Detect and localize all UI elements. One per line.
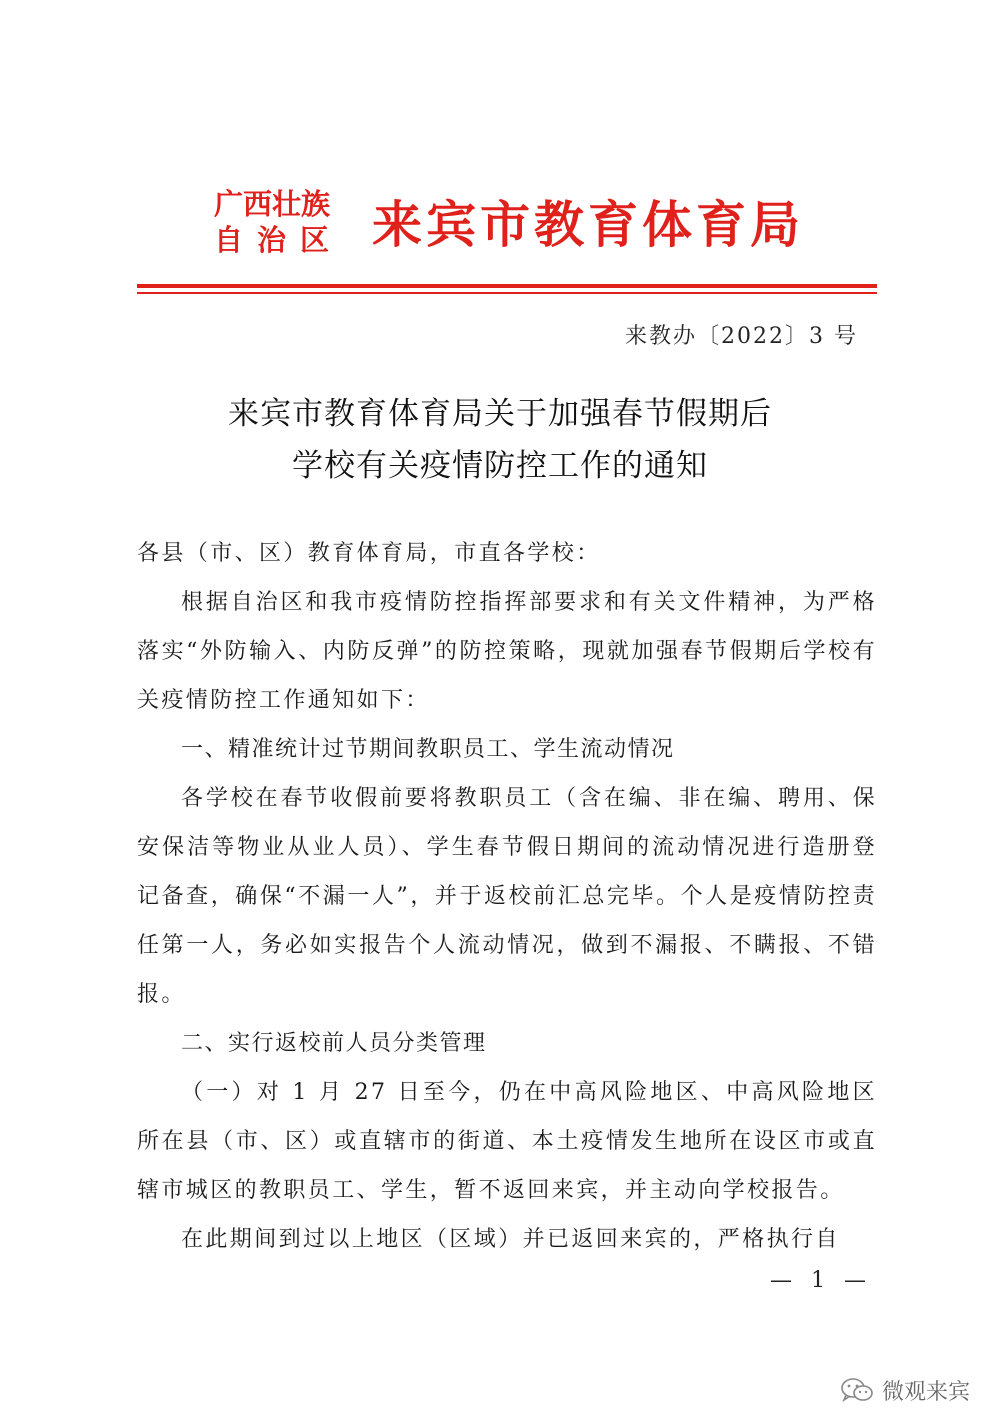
section-2-heading: 二、实行返校前人员分类管理 — [181, 1031, 487, 1056]
document-title-line-2: 学校有关疫情防控工作的通知 — [292, 448, 708, 484]
intro-paragraph: 根据自治区和我市疫情防控指挥部要求和有关文件精神，为严格落实“外防输入、内防反弹”的防控策略，现就加强春节假期后学校有关疫情防控工作通知如下： — [137, 590, 877, 713]
header-region-line1: 广西壮族 — [214, 187, 331, 221]
watermark — [840, 1375, 970, 1405]
document-title-line-1: 来宾市教育体育局关于加强春节假期后 — [228, 396, 772, 432]
header-region-line2: 自治区 — [214, 223, 344, 257]
header-agency-name: 来宾市教育体育局 — [372, 195, 804, 254]
wechat-icon — [840, 1376, 874, 1404]
document-body — [137, 529, 877, 1264]
page-number: — 1 — — [770, 1268, 872, 1293]
header-region — [214, 186, 344, 258]
salutation: 各县（市、区）教育体育局，市直各学校： — [137, 541, 601, 566]
watermark-text: 微观来宾 — [881, 1379, 970, 1405]
document-number: 来教办〔2022〕3 号 — [625, 324, 858, 349]
section-2-item-1: （一）对 1 月 27 日至今，仍在中高风险地区、中高风险地区所在县（市、区）或直辖市的街道、本土疫情发生地所在设区市或直辖市城区的教职员工、学生，暂不返回来宾，并主动向学校报告。 — [137, 1080, 877, 1203]
header-red-rule-thick — [137, 284, 877, 288]
header-red-rule-thin — [137, 292, 877, 294]
section-2-partial-paragraph: 在此期间到过以上地区（区域）并已返回来宾的，严格执行自 — [181, 1227, 840, 1252]
section-1-paragraph: 各学校在春节收假前要将教职员工（含在编、非在编、聘用、保安保洁等物业从业人员）、学生春节假日期间的流动情况进行造册登记备查，确保“不漏一人”，并于返校前汇总完毕。个人是疫情防控责任第一人，务必如实报告个人流动情况，做到不漏报、不瞒报、不错报。 — [137, 786, 877, 1007]
section-1-heading: 一、精准统计过节期间教职员工、学生流动情况 — [181, 737, 675, 762]
